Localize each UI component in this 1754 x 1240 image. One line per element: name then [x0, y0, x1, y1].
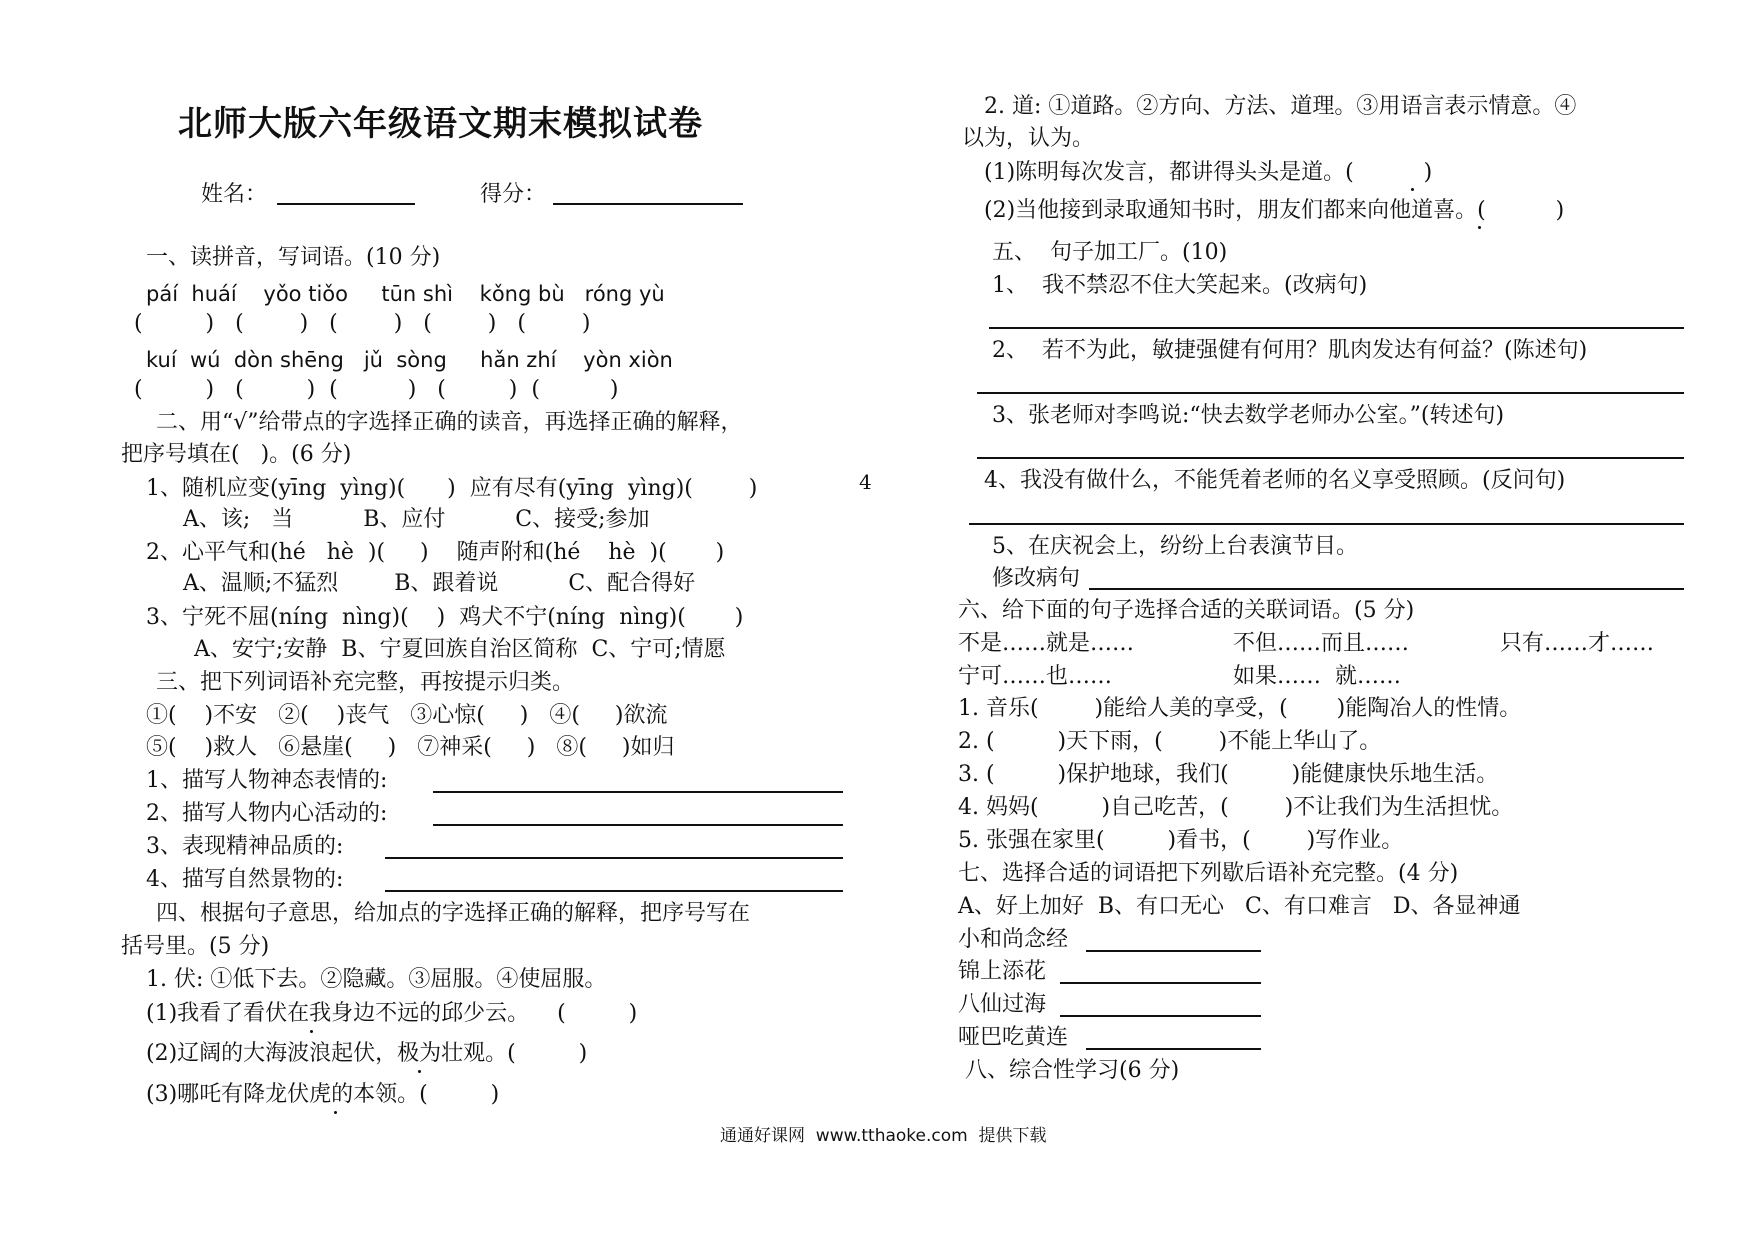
s2-question-3-options: A、安宁;安静 B、宁夏回族自治区简称 C、宁可;情愿 [194, 637, 726, 662]
s7-options: A、好上加好 B、有口无心 C、有口难言 D、各显神通 [958, 894, 1521, 919]
s4-sentence-3: (3)哪吒有降龙伏虎的本领。( ) [146, 1082, 500, 1107]
s3-category-1-blank[interactable] [433, 791, 843, 793]
s6-connective: 不但……而且…… [1233, 631, 1410, 656]
s2-question-1-options: A、该; 当 B、应付 C、接受;参加 [183, 507, 650, 532]
s3-category-3: 3、表现精神品质的: [146, 834, 344, 859]
s2-question-3: 3、宁死不屈(níng nìng)( ) 鸡犬不宁(níng nìng)( ) [146, 605, 744, 630]
s6-connective: 不是……就是…… [958, 631, 1135, 656]
s3-category-3-blank[interactable] [385, 857, 843, 859]
section-4-heading-line-2: 括号里。(5 分) [121, 934, 270, 959]
s4-definition-1: 1. 伏: ①低下去。②隐藏。③屈服。④使屈服。 [146, 967, 607, 992]
footer-credit: 通通好课网 www.tthaoke.com 提供下载 [720, 1126, 1047, 1146]
emphasis-dot [310, 1030, 313, 1033]
s5-question-1: 1、 我不禁忍不住大笑起来。(改病句) [992, 273, 1368, 298]
s4-sentence-1: (1)我看了看伏在我身边不远的邱少云。 ( ) [146, 1001, 638, 1026]
s5-answer-line-3[interactable] [977, 457, 1684, 459]
s3-category-4-blank[interactable] [385, 890, 843, 892]
s6-question-1: 1. 音乐( )能给人美的享受，( )能陶冶人的性情。 [958, 696, 1522, 721]
s5-answer-line-4[interactable] [969, 523, 1684, 525]
s3-category-2: 2、描写人物内心活动的: [146, 801, 388, 826]
section-6-heading: 六、给下面的句子选择合适的关联词语。(5 分) [958, 598, 1415, 623]
s3-words-row-2: ⑤( )救人 ⑥悬崖( ) ⑦神采( ) ⑧( )如归 [146, 735, 675, 760]
s6-question-4: 4. 妈妈( )自己吃苦，( )不让我们为生活担忧。 [958, 795, 1514, 820]
score-label: 得分： [480, 182, 547, 207]
s5-answer-line-5[interactable] [1089, 588, 1684, 590]
s5-answer-line-2[interactable] [977, 392, 1684, 394]
s7-item-4: 哑巴吃黄连 [958, 1025, 1069, 1050]
name-label: 姓名： [201, 182, 268, 207]
s6-question-2: 2. ( )天下雨，( )不能上华山了。 [958, 729, 1382, 754]
section-2-heading-line-1: 二、用“√”给带点的字选择正确的读音，再选择正确的解释， [156, 410, 743, 435]
answer-brackets-row-2[interactable]: ( ) ( ) ( ) ( ) ( ) [134, 377, 619, 402]
pinyin-row-1: páí huáí yǒo tiǒo tūn shì kǒng bù róng yù [146, 282, 665, 306]
section-2-heading-line-2: 把序号填在( )。(6 分) [121, 442, 352, 467]
section-3-heading: 三、把下列词语补充完整，再按提示归类。 [156, 670, 575, 695]
s3-category-4: 4、描写自然景物的: [146, 867, 344, 892]
stray-mark: 4 [859, 470, 872, 494]
pinyin-row-2: kuí wú dòn shēng jǔ sòng hǎn zhí yòn xiòn [146, 348, 673, 372]
score-blank[interactable] [553, 203, 743, 205]
s4-definition-2-line-1: 2. 道: ①道路。②方向、方法、道理。③用语言表示情意。④ [984, 94, 1577, 119]
section-1-heading: 一、读拼音，写词语。(10 分) [146, 245, 441, 270]
s7-item-2: 锦上添花 [958, 959, 1047, 984]
s4-definition-2-line-2: 以为，认为。 [962, 126, 1095, 151]
section-5-heading: 五、 句子加工厂。(10) [992, 240, 1228, 265]
s2-question-2-options: A、温顺;不猛烈 B、跟着说 C、配合得好 [183, 571, 696, 596]
s7-blank-1[interactable] [1086, 950, 1261, 952]
section-4-heading-line-1: 四、根据句子意思，给加点的字选择正确的解释，把序号写在 [156, 901, 751, 926]
emphasis-dot [1411, 188, 1414, 191]
s2-question-1: 1、随机应变(yīng yìng)( ) 应有尽有(yīng yìng)( ) [146, 476, 758, 501]
section-8-heading: 八、综合性学习(6 分) [965, 1058, 1180, 1083]
s4-sentence-2: (2)辽阔的大海波浪起伏，极为壮观。( ) [146, 1041, 588, 1066]
s7-blank-3[interactable] [1060, 1015, 1261, 1017]
s5-question-2: 2、 若不为此，敏捷强健有何用？肌肉发达有何益？(陈述句) [992, 338, 1588, 363]
s3-category-1: 1、描写人物神态表情的: [146, 768, 388, 793]
section-7-heading: 七、选择合适的词语把下列歇后语补充完整。(4 分) [958, 861, 1459, 886]
name-blank[interactable] [277, 203, 415, 205]
s5-question-3: 3、张老师对李鸣说:“快去数学老师办公室。”(转述句) [992, 403, 1505, 428]
emphasis-dot [334, 1111, 337, 1114]
s6-connective: 如果…… 就…… [1233, 664, 1401, 689]
s3-category-2-blank[interactable] [433, 824, 843, 826]
s4-sentence-4: (1)陈明每次发言，都讲得头头是道。( ) [984, 160, 1433, 185]
s6-question-3: 3. ( )保护地球，我们( )能健康快乐地生活。 [958, 762, 1499, 787]
s5-question-4: 4、我没有做什么，不能凭着老师的名义享受照顾。(反问句) [984, 468, 1566, 493]
s5-question-5: 5、在庆祝会上，纷纷上台表演节目。 [992, 534, 1358, 559]
s4-sentence-5: (2)当他接到录取通知书时，朋友们都来向他道喜。( ) [984, 198, 1565, 223]
s5-answer-line-1[interactable] [989, 327, 1684, 329]
emphasis-dot [1478, 226, 1481, 229]
s7-item-1: 小和尚念经 [958, 927, 1069, 952]
s6-question-5: 5. 张强在家里( )看书，( )写作业。 [958, 828, 1404, 853]
s7-item-3: 八仙过海 [958, 992, 1047, 1017]
s5-fix-label: 修改病句 [992, 566, 1081, 591]
s6-connective: 只有……才…… [1500, 631, 1655, 656]
s6-connective: 宁可……也…… [958, 664, 1113, 689]
s7-blank-4[interactable] [1086, 1048, 1261, 1050]
page-title: 北师大版六年级语文期末模拟试卷 [178, 104, 703, 144]
s3-words-row-1: ①( )不安 ②( )丧气 ③心惊( ) ④( )欲流 [146, 703, 668, 728]
s2-question-2: 2、心平气和(hé hè )( ) 随声附和(hé hè )( ) [146, 540, 725, 565]
answer-brackets-row-1[interactable]: ( ) ( ) ( ) ( ) ( ) [134, 311, 591, 336]
emphasis-dot [418, 1070, 421, 1073]
s7-blank-2[interactable] [1060, 982, 1261, 984]
